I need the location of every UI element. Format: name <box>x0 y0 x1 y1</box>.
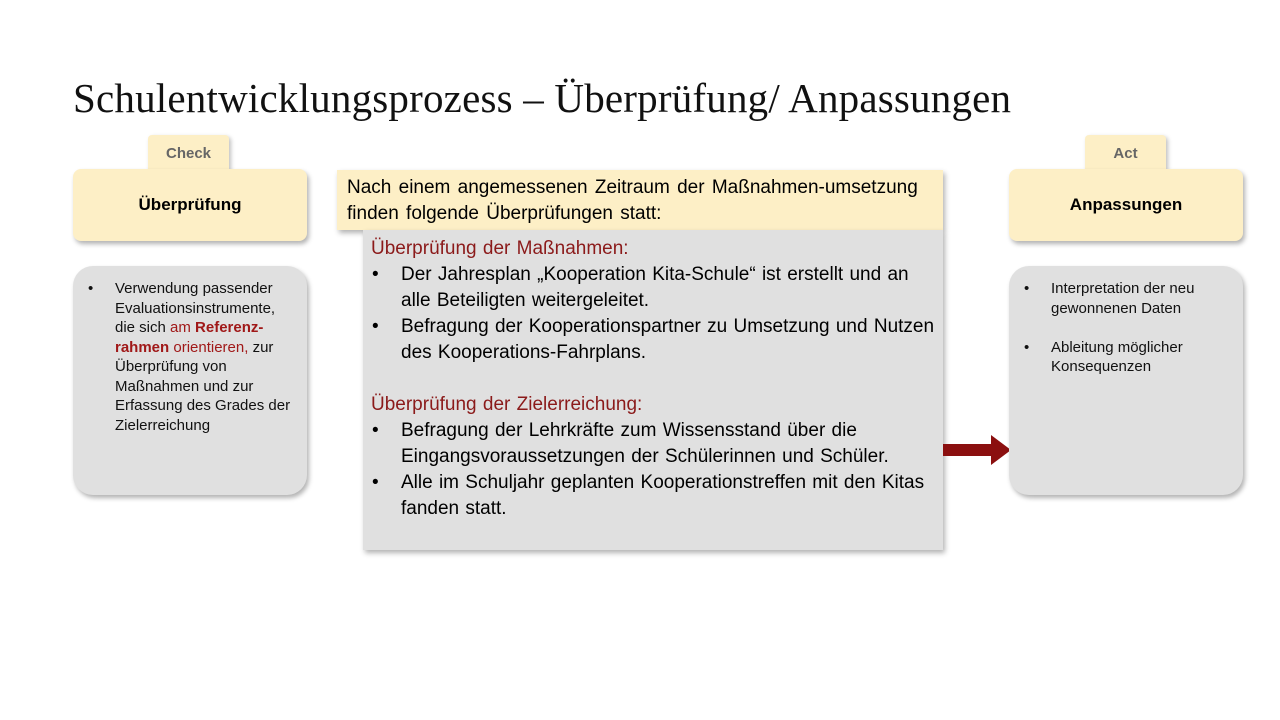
list-item: • Befragung der Lehrkräfte zum Wissensstand über die Eingangsvoraussetzungen der Schülerinnen und Schüler. <box>371 418 935 470</box>
center-body <box>363 230 943 550</box>
act-bullet: • Ableitung möglicher Konsequenzen <box>1009 338 1229 377</box>
section-title-goals: Überprüfung der Zielerreichung: <box>371 394 643 415</box>
act-tab: Act <box>1085 135 1166 171</box>
list-item: • Befragung der Kooperationspartner zu Umsetzung und Nutzen des Kooperations-Fahrplans. <box>371 314 935 366</box>
check-tab: Check <box>148 135 229 171</box>
center-header: Nach einem angemessenen Zeitraum der Maßnahmen-umsetzung finden folgende Überprüfungen statt: <box>337 170 943 230</box>
right-arrow-icon <box>943 434 1013 466</box>
check-header: Überprüfung <box>73 169 307 241</box>
section-title-measures: Überprüfung der Maßnahmen: <box>371 238 629 259</box>
act-header: Anpassungen <box>1009 169 1243 241</box>
check-bullet: • Verwendung passender Evaluationsinstrumente, die sich am Referenz-rahmen orientieren, zur Überprüfung von Maßnahmen und zur Erfassung des Grades der Zielerreichung <box>73 279 293 435</box>
list-item: • Der Jahresplan „Kooperation Kita-Schule“ ist erstellt und an alle Beteiligten weitergeleitet. <box>371 262 935 314</box>
list-item: • Alle im Schuljahr geplanten Kooperationstreffen mit den Kitas fanden statt. <box>371 470 935 522</box>
act-card <box>1009 266 1243 495</box>
act-bullet: • Interpretation der neu gewonnenen Daten <box>1009 279 1229 318</box>
page-title: Schulentwicklungsprozess – Überprüfung/ Anpassungen <box>73 75 1012 121</box>
check-card <box>73 266 307 495</box>
